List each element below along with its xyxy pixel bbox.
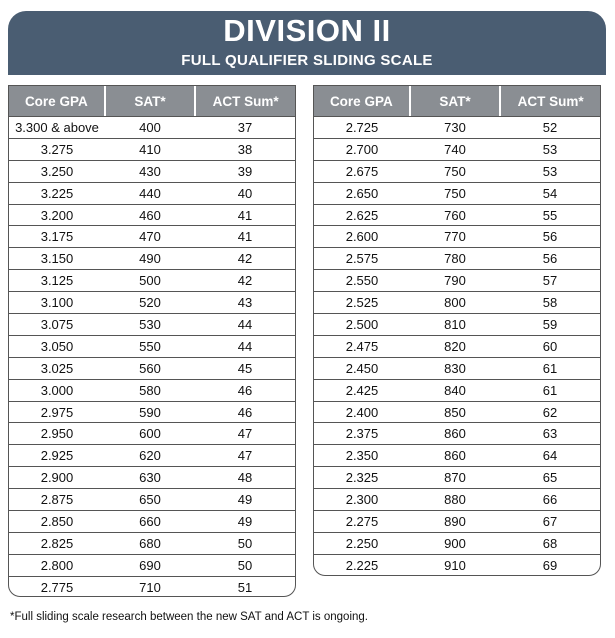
cell-act-sum: 48	[237, 470, 253, 486]
cell-act-sum: 56	[542, 229, 558, 245]
cell-act-sum: 62	[542, 404, 558, 420]
cell-sat: 750	[444, 185, 466, 201]
cell-core-gpa: 3.200	[40, 207, 74, 223]
cell-act-sum: 66	[542, 492, 558, 508]
cell-core-gpa: 2.375	[345, 426, 379, 442]
cell-sat: 680	[139, 535, 161, 551]
cell-core-gpa: 2.625	[345, 207, 379, 223]
cell-act-sum: 38	[237, 141, 253, 157]
table-row	[9, 511, 295, 533]
cell-core-gpa: 3.100	[40, 295, 74, 311]
cell-core-gpa: 3.225	[40, 185, 74, 201]
cell-core-gpa: 2.850	[40, 513, 74, 529]
cell-act-sum: 39	[237, 163, 253, 179]
table-row	[9, 445, 295, 467]
table-row	[314, 380, 600, 402]
cell-act-sum: 57	[542, 273, 558, 289]
cell-core-gpa: 3.150	[40, 251, 74, 267]
table-row	[9, 358, 295, 380]
table-row	[314, 489, 600, 511]
cell-act-sum: 54	[542, 185, 558, 201]
table-row	[9, 577, 295, 597]
cell-core-gpa: 2.675	[345, 163, 379, 179]
column-header-act-sum: ACT Sum*	[499, 86, 600, 116]
cell-act-sum: 68	[542, 535, 558, 551]
cell-core-gpa: 3.300 & above	[15, 119, 99, 135]
cell-sat: 580	[139, 382, 161, 398]
table-row	[9, 533, 295, 555]
cell-sat: 470	[139, 229, 161, 245]
table-row	[9, 248, 295, 270]
sliding-scale-table-left	[8, 85, 296, 597]
cell-sat: 660	[139, 513, 161, 529]
table-header-row	[314, 86, 600, 117]
cell-sat: 400	[139, 119, 161, 135]
cell-sat: 530	[139, 316, 161, 332]
table-row	[314, 533, 600, 555]
cell-act-sum: 46	[237, 404, 253, 420]
table-row	[314, 205, 600, 227]
table-row	[314, 336, 600, 358]
table-row	[314, 226, 600, 248]
cell-sat: 410	[139, 141, 161, 157]
cell-sat: 860	[444, 426, 466, 442]
cell-act-sum: 43	[237, 295, 253, 311]
table-row	[9, 292, 295, 314]
cell-sat: 590	[139, 404, 161, 420]
table-row	[314, 467, 600, 489]
cell-act-sum: 69	[542, 557, 558, 573]
table-row	[9, 117, 295, 139]
table-row	[9, 489, 295, 511]
cell-core-gpa: 2.825	[40, 535, 74, 551]
cell-sat: 900	[444, 535, 466, 551]
cell-core-gpa: 2.550	[345, 273, 379, 289]
page-subtitle: FULL QUALIFIER SLIDING SCALE	[181, 52, 433, 69]
table-row	[9, 402, 295, 424]
cell-sat: 650	[139, 492, 161, 508]
column-header-act-sum: ACT Sum*	[194, 86, 295, 116]
title-banner	[8, 11, 606, 75]
cell-sat: 550	[139, 338, 161, 354]
cell-act-sum: 65	[542, 470, 558, 486]
table-row	[9, 336, 295, 358]
cell-sat: 790	[444, 273, 466, 289]
cell-core-gpa: 2.250	[345, 535, 379, 551]
cell-core-gpa: 2.600	[345, 229, 379, 245]
cell-act-sum: 41	[237, 207, 253, 223]
cell-act-sum: 56	[542, 251, 558, 267]
cell-act-sum: 53	[542, 163, 558, 179]
cell-sat: 750	[444, 163, 466, 179]
table-body	[314, 117, 600, 576]
cell-act-sum: 53	[542, 141, 558, 157]
cell-act-sum: 47	[237, 426, 253, 442]
cell-core-gpa: 2.325	[345, 470, 379, 486]
table-row	[314, 139, 600, 161]
table-row	[314, 292, 600, 314]
cell-core-gpa: 2.350	[345, 448, 379, 464]
cell-core-gpa: 2.950	[40, 426, 74, 442]
cell-core-gpa: 3.000	[40, 382, 74, 398]
cell-act-sum: 55	[542, 207, 558, 223]
cell-sat: 430	[139, 163, 161, 179]
table-body	[9, 117, 295, 597]
cell-act-sum: 60	[542, 338, 558, 354]
cell-sat: 850	[444, 404, 466, 420]
table-row	[314, 358, 600, 380]
cell-act-sum: 67	[542, 513, 558, 529]
cell-core-gpa: 2.450	[345, 360, 379, 376]
cell-sat: 830	[444, 360, 466, 376]
table-row	[9, 161, 295, 183]
table-row	[314, 117, 600, 139]
cell-sat: 490	[139, 251, 161, 267]
column-header-core-gpa: Core GPA	[9, 86, 104, 116]
cell-act-sum: 46	[237, 382, 253, 398]
table-row	[9, 226, 295, 248]
cell-act-sum: 52	[542, 119, 558, 135]
cell-sat: 500	[139, 273, 161, 289]
table-row	[9, 380, 295, 402]
cell-core-gpa: 2.575	[345, 251, 379, 267]
column-header-sat: SAT*	[104, 86, 195, 116]
table-row	[314, 248, 600, 270]
cell-core-gpa: 2.700	[345, 141, 379, 157]
cell-act-sum: 42	[237, 251, 253, 267]
table-row	[9, 139, 295, 161]
table-row	[9, 205, 295, 227]
cell-sat: 740	[444, 141, 466, 157]
cell-core-gpa: 2.225	[345, 557, 379, 573]
cell-core-gpa: 2.975	[40, 404, 74, 420]
cell-core-gpa: 2.650	[345, 185, 379, 201]
cell-act-sum: 59	[542, 316, 558, 332]
cell-act-sum: 64	[542, 448, 558, 464]
column-header-core-gpa: Core GPA	[314, 86, 409, 116]
table-row	[314, 161, 600, 183]
cell-act-sum: 61	[542, 382, 558, 398]
table-row	[314, 511, 600, 533]
cell-core-gpa: 2.725	[345, 119, 379, 135]
footnote: *Full sliding scale research between the new SAT and ACT is ongoing.	[10, 611, 368, 623]
cell-core-gpa: 3.275	[40, 141, 74, 157]
cell-core-gpa: 2.925	[40, 448, 74, 464]
cell-core-gpa: 2.775	[40, 579, 74, 595]
cell-act-sum: 49	[237, 492, 253, 508]
cell-sat: 870	[444, 470, 466, 486]
cell-act-sum: 47	[237, 448, 253, 464]
table-row	[9, 314, 295, 336]
cell-core-gpa: 2.525	[345, 295, 379, 311]
table-row	[314, 445, 600, 467]
table-row	[314, 555, 600, 576]
table-header-row	[9, 86, 295, 117]
table-row	[314, 402, 600, 424]
cell-sat: 810	[444, 316, 466, 332]
table-row	[9, 555, 295, 577]
cell-core-gpa: 2.800	[40, 557, 74, 573]
cell-sat: 560	[139, 360, 161, 376]
cell-sat: 620	[139, 448, 161, 464]
cell-sat: 800	[444, 295, 466, 311]
cell-sat: 860	[444, 448, 466, 464]
cell-act-sum: 37	[237, 119, 253, 135]
cell-act-sum: 42	[237, 273, 253, 289]
table-row	[314, 314, 600, 336]
cell-sat: 690	[139, 557, 161, 573]
cell-act-sum: 45	[237, 360, 253, 376]
table-row	[314, 270, 600, 292]
cell-sat: 520	[139, 295, 161, 311]
cell-sat: 880	[444, 492, 466, 508]
cell-core-gpa: 2.425	[345, 382, 379, 398]
page-title: DIVISION II	[223, 13, 391, 48]
cell-core-gpa: 2.300	[345, 492, 379, 508]
cell-sat: 710	[139, 579, 161, 595]
cell-sat: 460	[139, 207, 161, 223]
cell-act-sum: 58	[542, 295, 558, 311]
cell-sat: 600	[139, 426, 161, 442]
cell-core-gpa: 2.275	[345, 513, 379, 529]
cell-sat: 630	[139, 470, 161, 486]
table-row	[9, 183, 295, 205]
cell-act-sum: 51	[237, 579, 253, 595]
cell-sat: 440	[139, 185, 161, 201]
cell-core-gpa: 3.075	[40, 316, 74, 332]
cell-core-gpa: 2.875	[40, 492, 74, 508]
cell-sat: 770	[444, 229, 466, 245]
cell-act-sum: 50	[237, 535, 253, 551]
cell-core-gpa: 3.175	[40, 229, 74, 245]
table-row	[314, 183, 600, 205]
cell-core-gpa: 2.500	[345, 316, 379, 332]
cell-core-gpa: 3.050	[40, 338, 74, 354]
cell-sat: 890	[444, 513, 466, 529]
cell-sat: 820	[444, 338, 466, 354]
column-header-sat: SAT*	[409, 86, 500, 116]
table-row	[9, 467, 295, 489]
cell-sat: 760	[444, 207, 466, 223]
cell-core-gpa: 3.125	[40, 273, 74, 289]
cell-core-gpa: 2.900	[40, 470, 74, 486]
cell-act-sum: 50	[237, 557, 253, 573]
sliding-scale-table-right	[313, 85, 601, 576]
table-row	[9, 270, 295, 292]
table-row	[314, 423, 600, 445]
cell-sat: 840	[444, 382, 466, 398]
cell-core-gpa: 2.400	[345, 404, 379, 420]
cell-act-sum: 44	[237, 316, 253, 332]
cell-core-gpa: 3.025	[40, 360, 74, 376]
cell-act-sum: 63	[542, 426, 558, 442]
cell-sat: 730	[444, 119, 466, 135]
cell-sat: 910	[444, 557, 466, 573]
cell-sat: 780	[444, 251, 466, 267]
cell-core-gpa: 3.250	[40, 163, 74, 179]
cell-core-gpa: 2.475	[345, 338, 379, 354]
cell-act-sum: 40	[237, 185, 253, 201]
cell-act-sum: 61	[542, 360, 558, 376]
cell-act-sum: 49	[237, 513, 253, 529]
cell-act-sum: 44	[237, 338, 253, 354]
cell-act-sum: 41	[237, 229, 253, 245]
table-row	[9, 423, 295, 445]
